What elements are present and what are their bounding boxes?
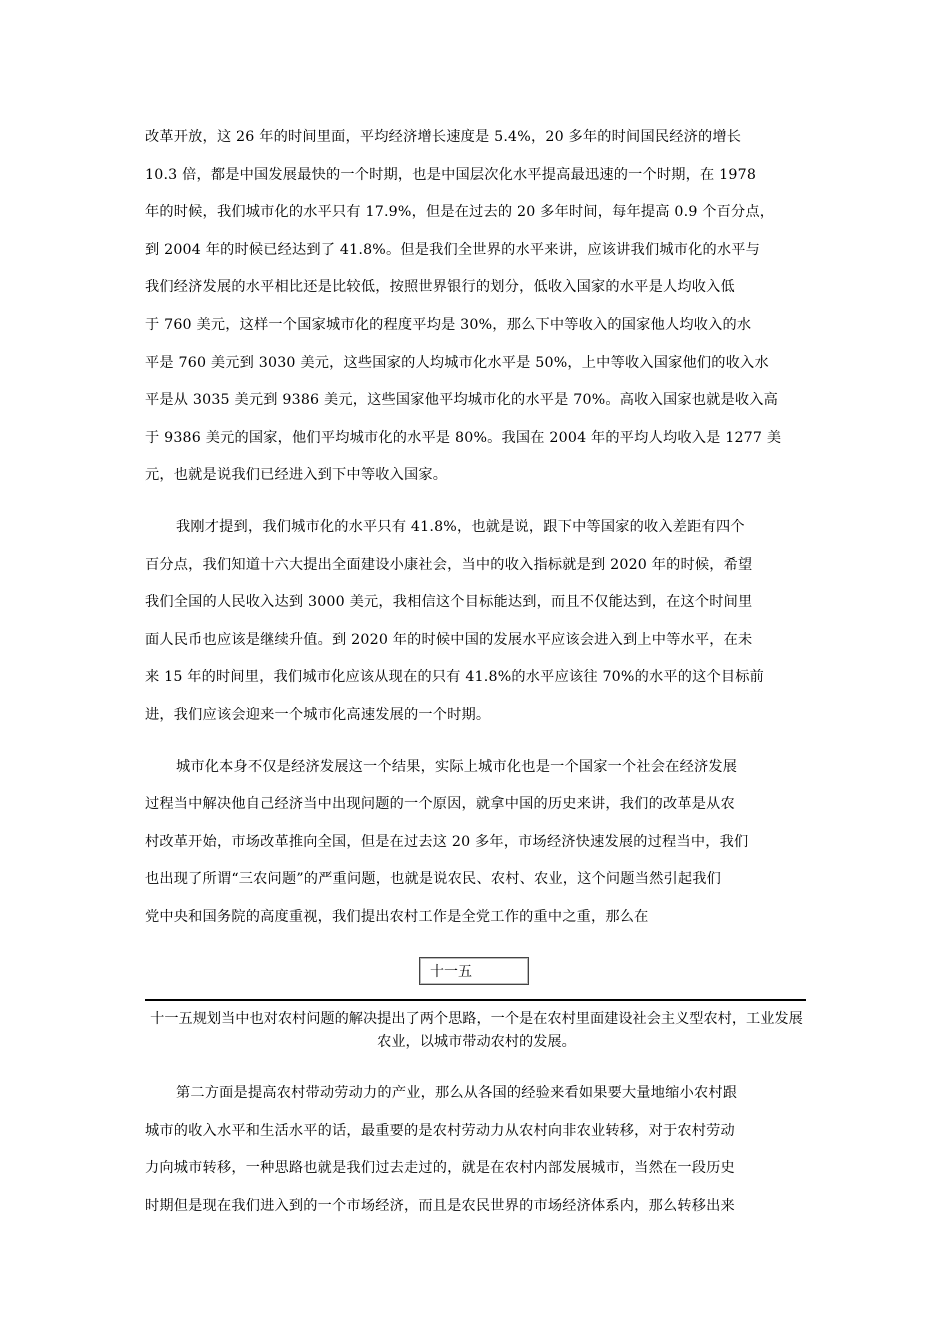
text-line: 平是 760 美元到 3030 美元，这些国家的人均城市化水平是 50%，上中等收入国家他们的收入水 — [145, 354, 769, 371]
text-line: 城市化本身不仅是经济发展这一个结果，实际上城市化也是一个国家一个社会在经济发展 — [176, 758, 738, 775]
text-line: 力向城市转移，一种思路也就是我们过去走过的，就是在农村内部发展城市，当然在一段历史 — [145, 1160, 735, 1177]
text-line: 面人民币也应该是继续升值。到 2020 年的时候中国的发展水平应该会进入到上中等水平，在未 — [145, 631, 753, 648]
text-line: 我们全国的人民收入达到 3000 美元，我相信这个目标能达到，而且不仅能达到，在这个时间里 — [145, 594, 753, 611]
document-body — [145, 119, 808, 950]
text-line: 平是从 3035 美元到 9386 美元，这些国家他平均城市化的水平是 70%。高收入国家也就是收入高 — [145, 392, 779, 409]
text-line: 城市的收入水平和生活水平的话，最重要的是农村劳动力从农村向非农业转移，对于农村劳动 — [145, 1122, 735, 1139]
text-line: 于 9386 美元的国家，他们平均城市化的水平是 80%。我国在 2004 年的平均人均收入是 1277 美 — [145, 429, 782, 446]
text-line: 时期但是现在我们进入到的一个市场经济，而且是农民世界的市场经济体系内，那么转移出来 — [145, 1197, 735, 1214]
text-line: 到 2004 年的时候已经达到了 41.8%。但是我们全世界的水平来讲，应该讲我们城市化的水平与 — [145, 241, 761, 258]
caption-text: 十一五规划当中也对农村问题的解决提出了两个思路，一个是在农村里面建设社会主义型农村，工业发展农业，以城市带动农村的发展。 — [150, 1011, 803, 1050]
text-line: 过程当中解决他自己经济当中出现问题的一个原因，就拿中国的历史来讲，我们的改革是从农 — [145, 796, 735, 813]
text-line: 也出现了所谓“三农问题”的严重问题，也就是说农民、农村、农业，这个问题当然引起我们 — [145, 871, 722, 888]
paragraph-1 — [145, 119, 808, 495]
text-line: 元，也就是说我们已经进入到下中等收入国家。 — [145, 467, 448, 484]
text-line: 村改革开始，市场改革推向全国，但是在过去这 20 多年，市场经济快速发展的过程当中，我们 — [145, 833, 749, 850]
paragraph-2 — [145, 509, 808, 735]
text-line: 党中央和国务院的高度重视，我们提出农村工作是全党工作的重中之重，那么在 — [145, 908, 649, 925]
text-line: 改革开放，这 26 年的时间里面，平均经济增长速度是 5.4%，20 多年的时间国民经济的增长 — [145, 129, 742, 145]
paragraph-3 — [145, 749, 808, 937]
text-line: 我们经济发展的水平相比还是比较低，按照世界银行的划分，低收入国家的水平是人均收入低 — [145, 279, 735, 296]
section-box-container — [419, 957, 529, 985]
paragraph-4 — [145, 1075, 808, 1225]
text-line: 年的时候，我们城市化的水平只有 17.9%，但是在过去的 20 多年时间，每年提高 0.9 个百分点， — [145, 204, 775, 221]
text-line: 我刚才提到，我们城市化的水平只有 41.8%，也就是说，跟下中等国家的收入差距有四个 — [176, 518, 745, 535]
text-line: 第二方面是提高农村带动劳动力的产业，那么从各国的经验来看如果要大量地缩小农村跟 — [176, 1085, 738, 1101]
text-line: 百分点，我们知道十六大提出全面建设小康社会，当中的收入指标就是到 2020 年的时候，希望 — [145, 556, 753, 573]
text-line: 10.3 倍，都是中国发展最快的一个时期，也是中国层次化水平提高最迅速的一个时期，在 1978 — [145, 166, 757, 183]
text-line: 来 15 年的时间里，我们城市化应该从现在的只有 41.8%的水平应该往 70%的水平的这个目标前 — [145, 669, 765, 686]
section-box: 十一五 — [419, 957, 529, 985]
text-line: 进，我们应该会迎来一个城市化高速发展的一个时期。 — [145, 706, 491, 723]
horizontal-rule — [145, 999, 806, 1001]
text-line: 于 760 美元，这样一个国家城市化的程度平均是 30%，那么下中等收入的国家他人均收入的水 — [145, 316, 752, 333]
